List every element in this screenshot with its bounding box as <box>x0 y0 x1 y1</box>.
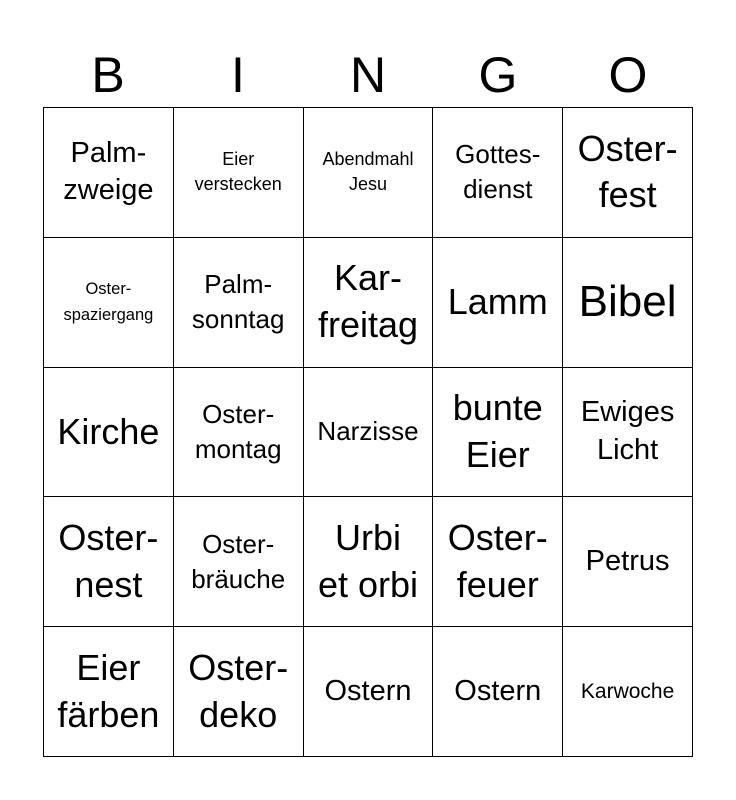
bingo-header <box>43 44 693 106</box>
bingo-cell[interactable]: Urbi et orbi <box>304 497 434 627</box>
bingo-cell[interactable]: Oster- fest <box>563 108 693 238</box>
bingo-cell[interactable]: Oster- feuer <box>433 497 563 627</box>
bingo-grid <box>43 107 693 757</box>
bingo-cell[interactable]: Oster- spaziergang <box>44 238 174 368</box>
bingo-cell[interactable]: Palm- sonntag <box>174 238 304 368</box>
bingo-cell[interactable]: Lamm <box>433 238 563 368</box>
bingo-cell[interactable]: Petrus <box>563 497 693 627</box>
bingo-cell[interactable]: Narzisse <box>304 368 434 498</box>
bingo-cell[interactable]: Kirche <box>44 368 174 498</box>
bingo-cell[interactable]: Gottes- dienst <box>433 108 563 238</box>
header-letter-g: G <box>478 47 518 103</box>
bingo-cell[interactable]: Karwoche <box>563 627 693 757</box>
header-letter-n: N <box>349 47 387 103</box>
bingo-cell[interactable]: Eier färben <box>44 627 174 757</box>
bingo-cell[interactable]: Eier verstecken <box>174 108 304 238</box>
bingo-cell[interactable]: Kar- freitag <box>304 238 434 368</box>
bingo-cell[interactable]: Ostern <box>304 627 434 757</box>
bingo-cell[interactable]: Oster- nest <box>44 497 174 627</box>
header-letter-b: B <box>91 47 125 103</box>
bingo-cell[interactable]: Oster- bräuche <box>174 497 304 627</box>
bingo-cell[interactable]: Oster- deko <box>174 627 304 757</box>
bingo-cell[interactable]: bunte Eier <box>433 368 563 498</box>
bingo-cell[interactable]: Palm- zweige <box>44 108 174 238</box>
bingo-cell[interactable]: Abendmahl Jesu <box>304 108 434 238</box>
bingo-cell[interactable]: Ostern <box>433 627 563 757</box>
header-letter-o: O <box>608 47 648 103</box>
bingo-cell[interactable]: Bibel <box>563 238 693 368</box>
bingo-cell[interactable]: Oster- montag <box>174 368 304 498</box>
header-letter-i: I <box>231 47 245 103</box>
bingo-cell[interactable]: Ewiges Licht <box>563 368 693 498</box>
